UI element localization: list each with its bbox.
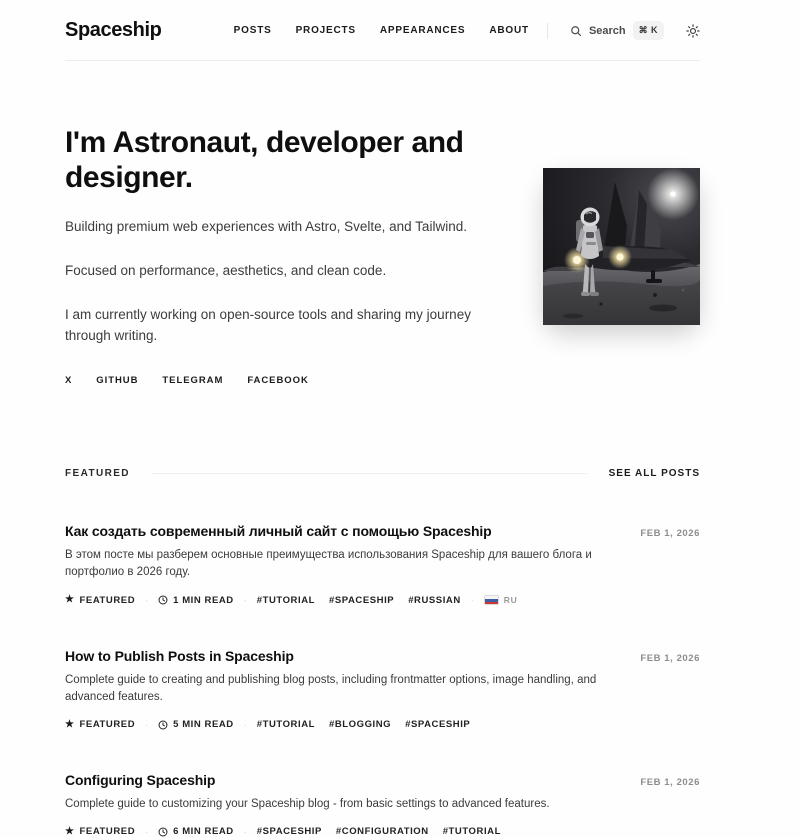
site-header	[65, 0, 700, 61]
post-description: В этом посте мы разберем основные преимущества использования Spaceship для вашего блога и портфолио в 2026 году.	[65, 549, 592, 579]
star-icon: ★	[65, 718, 75, 730]
theme-toggle-button[interactable]	[686, 24, 700, 38]
post-title-row	[65, 772, 700, 788]
header-right	[234, 17, 700, 44]
social-link-x[interactable]: X	[65, 375, 73, 387]
hero-paragraph-1: Building premium web experiences with Astro, Svelte, and Tailwind.	[65, 218, 467, 234]
post-item-2	[65, 648, 700, 731]
hero-paragraph-3: I am currently working on open-source tools and sharing my journey through writing.	[65, 306, 471, 344]
search-label: Search	[588, 24, 626, 37]
post-meta-row	[65, 719, 700, 730]
post-title-link[interactable]: Configuring Spaceship	[65, 772, 216, 789]
featured-label: FEATURED	[65, 468, 130, 480]
post-date: FEB 1, 2026	[640, 652, 700, 664]
featured-section-header	[65, 468, 700, 479]
hero-text-column	[65, 125, 519, 386]
search-button[interactable]	[566, 17, 668, 44]
post-title-link[interactable]: How to Publish Posts in Spaceship	[65, 647, 294, 664]
nav-item-appearances[interactable]: APPEARANCES	[379, 25, 466, 36]
post-item-3	[65, 772, 700, 837]
social-link-telegram[interactable]: TELEGRAM	[162, 375, 224, 387]
tag-link[interactable]: #SPACESHIP	[405, 719, 471, 731]
language-code: RU	[503, 595, 518, 606]
search-shortcut-kbd: ⌘ K	[633, 21, 664, 40]
post-tags	[257, 826, 501, 837]
featured-badge: ★ FEATURED	[65, 825, 136, 837]
clock-icon	[158, 720, 168, 730]
star-icon: ★	[65, 825, 75, 837]
post-description: Complete guide to creating and publishing blog posts, including frontmatter options, image handling, and advanced features.	[65, 673, 597, 703]
header-divider	[547, 23, 548, 39]
tag-link[interactable]: #SPACESHIP	[329, 594, 395, 606]
nav-item-posts[interactable]: POSTS	[233, 25, 272, 36]
post-meta-row	[65, 595, 700, 606]
meta-separator: ·	[145, 826, 149, 837]
page-container	[65, 0, 700, 837]
clock-icon	[158, 827, 168, 837]
read-time: 6 MIN READ	[158, 826, 234, 837]
hero-paragraph-2: Focused on performance, aesthetics, and clean code.	[65, 262, 387, 278]
post-date: FEB 1, 2026	[640, 777, 700, 789]
featured-posts-list	[65, 523, 700, 837]
social-links	[65, 375, 519, 386]
meta-separator: ·	[243, 826, 247, 837]
tag-link[interactable]: #RUSSIAN	[408, 594, 461, 606]
tag-link[interactable]: #SPACESHIP	[256, 826, 322, 837]
read-time: 5 MIN READ	[158, 719, 234, 730]
featured-badge: ★ FEATURED	[65, 594, 136, 606]
russian-flag-icon	[484, 595, 499, 605]
clock-icon	[158, 595, 168, 605]
meta-separator: ·	[243, 595, 247, 606]
social-link-github[interactable]: GITHUB	[96, 375, 139, 387]
nav-item-about[interactable]: ABOUT	[489, 25, 529, 36]
sun-icon	[686, 24, 700, 38]
social-link-facebook[interactable]: FACEBOOK	[247, 375, 309, 387]
language-indicator	[484, 595, 518, 605]
post-title-row	[65, 523, 700, 539]
post-date: FEB 1, 2026	[640, 528, 700, 540]
post-tags	[257, 719, 471, 730]
search-icon	[570, 25, 582, 37]
tag-link[interactable]: #TUTORIAL	[256, 594, 315, 606]
meta-separator: ·	[243, 719, 247, 730]
nav-item-projects[interactable]: PROJECTS	[295, 25, 356, 36]
hero-title: I'm Astronaut, developer and designer.	[65, 126, 464, 195]
tag-link[interactable]: #TUTORIAL	[442, 826, 501, 837]
tag-link[interactable]: #CONFIGURATION	[335, 826, 429, 837]
post-tags	[257, 595, 461, 606]
post-description: Complete guide to customizing your Spaceship blog - from basic settings to advanced features.	[65, 798, 550, 811]
post-item-1	[65, 523, 700, 606]
see-all-posts-link[interactable]: SEE ALL POSTS	[608, 468, 700, 480]
main-nav	[234, 25, 529, 36]
tag-link[interactable]: #BLOGGING	[329, 719, 392, 731]
star-icon: ★	[65, 594, 75, 606]
post-title-link[interactable]: Как создать современный личный сайт с помощью Spaceship	[65, 523, 492, 540]
site-logo[interactable]: Spaceship	[65, 19, 162, 41]
meta-separator: ·	[470, 595, 474, 606]
read-time: 1 MIN READ	[158, 595, 234, 606]
post-title-row	[65, 648, 700, 664]
featured-badge: ★ FEATURED	[65, 718, 136, 731]
hero-astronaut-image	[543, 168, 700, 325]
tag-link[interactable]: #TUTORIAL	[256, 719, 315, 731]
meta-separator: ·	[145, 595, 149, 606]
hero-section	[65, 125, 700, 386]
section-divider-line	[152, 473, 587, 474]
post-meta-row	[65, 826, 700, 837]
meta-separator: ·	[145, 719, 149, 730]
